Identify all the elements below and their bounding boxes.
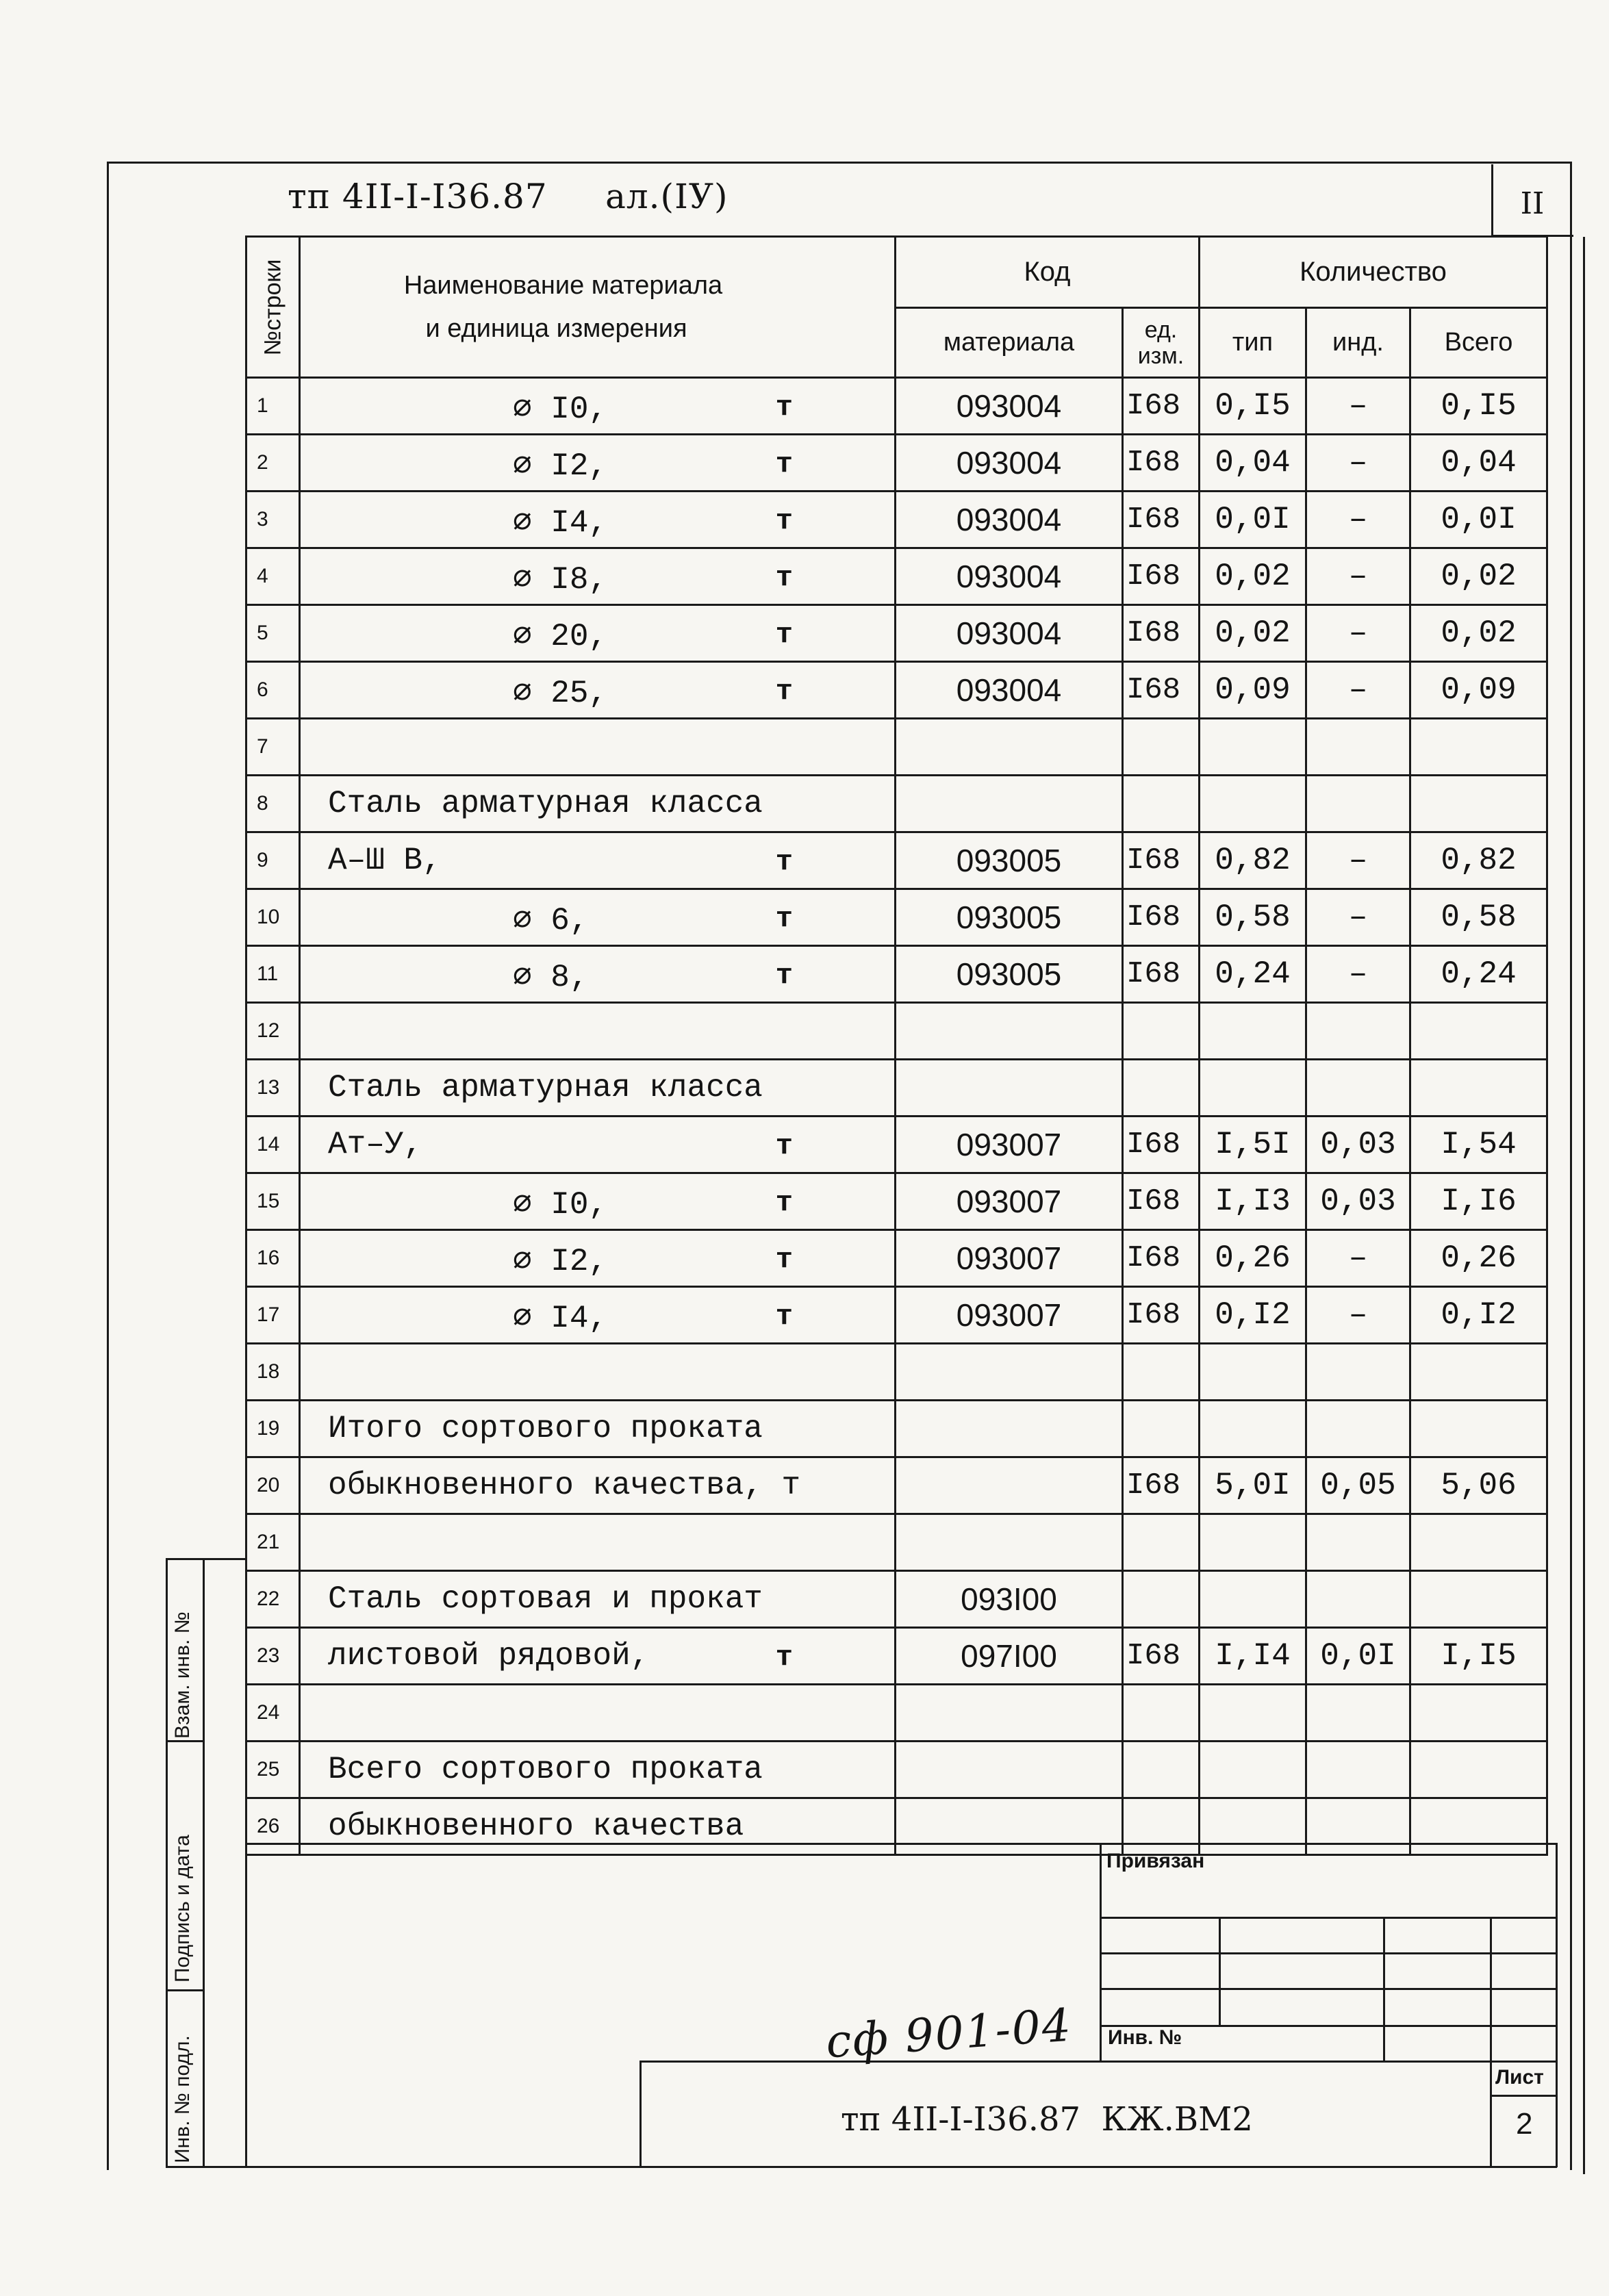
table-row xyxy=(246,1401,1547,1457)
material-name-cell xyxy=(300,1344,896,1401)
row-number: 6 xyxy=(246,662,300,719)
table-row xyxy=(246,1628,1547,1685)
unit-code: I68 xyxy=(1123,832,1200,889)
qty-typ xyxy=(1200,1060,1306,1117)
material-name-cell xyxy=(300,1628,896,1685)
unit-code: I68 xyxy=(1123,1230,1200,1287)
table-row xyxy=(246,832,1547,889)
qty-total: 0,02 xyxy=(1410,605,1547,662)
material-name-cell xyxy=(300,605,896,662)
material-code: 093I00 xyxy=(896,1571,1123,1628)
qty-total: I,I5 xyxy=(1410,1628,1547,1685)
material-name-cell xyxy=(300,1401,896,1457)
table-row xyxy=(246,605,1547,662)
margin-col-top xyxy=(166,1558,245,1560)
qty-typ: 0,0I xyxy=(1200,492,1306,548)
unit-code: I68 xyxy=(1123,946,1200,1003)
bound-block-col-3 xyxy=(1490,1917,1492,2062)
row-number: 19 xyxy=(246,1401,300,1457)
qty-ind: – xyxy=(1306,1287,1410,1344)
qty-ind xyxy=(1306,1798,1410,1855)
material-code: 093005 xyxy=(896,832,1123,889)
material-code xyxy=(896,1685,1123,1742)
material-name: ∅ 25, xyxy=(513,676,608,711)
material-name-cell xyxy=(300,1230,896,1287)
unit-code: I68 xyxy=(1123,1457,1200,1514)
unit-code: I68 xyxy=(1123,1173,1200,1230)
unit-code xyxy=(1123,776,1200,832)
table-row xyxy=(246,1344,1547,1401)
unit-symbol: т xyxy=(775,448,793,481)
material-code: 093007 xyxy=(896,1230,1123,1287)
material-name: обыкновенного качества xyxy=(328,1809,744,1844)
row-number: 10 xyxy=(246,889,300,946)
unit-symbol: т xyxy=(775,505,793,537)
row-number: 11 xyxy=(246,946,300,1003)
unit-code xyxy=(1123,1060,1200,1117)
material-name: ∅ I4, xyxy=(513,1301,608,1336)
table-row xyxy=(246,1060,1547,1117)
material-name: ∅ I2, xyxy=(513,448,608,484)
row-number: 8 xyxy=(246,776,300,832)
qty-ind xyxy=(1306,719,1410,776)
margin-col-line-1 xyxy=(166,1740,203,1742)
row-number: 12 xyxy=(246,1003,300,1060)
unit-code xyxy=(1123,1344,1200,1401)
sheet-cell-divider xyxy=(1490,2095,1557,2097)
material-code: 093007 xyxy=(896,1173,1123,1230)
material-name-cell xyxy=(300,1742,896,1798)
row-number: 4 xyxy=(246,548,300,605)
qty-total: 5,06 xyxy=(1410,1457,1547,1514)
unit-symbol: т xyxy=(775,1186,793,1219)
qty-typ: 0,58 xyxy=(1200,889,1306,946)
table-row xyxy=(246,1230,1547,1287)
qty-total: I,I6 xyxy=(1410,1173,1547,1230)
row-number: 14 xyxy=(246,1117,300,1173)
unit-symbol: т xyxy=(775,959,793,992)
qty-total xyxy=(1410,1685,1547,1742)
unit-symbol: т xyxy=(775,675,793,708)
qty-total: 0,I5 xyxy=(1410,378,1547,435)
material-name: обыкновенного качества, т xyxy=(328,1468,801,1503)
material-name-cell xyxy=(300,1514,896,1571)
sheet-label: Лист xyxy=(1495,2066,1544,2089)
sheet-number: 2 xyxy=(1516,2107,1533,2141)
table-row xyxy=(246,1003,1547,1060)
row-number: 25 xyxy=(246,1742,300,1798)
qty-total: 0,04 xyxy=(1410,435,1547,492)
material-name: А–Ш В, xyxy=(328,843,442,878)
row-number: 22 xyxy=(246,1571,300,1628)
qty-ind: – xyxy=(1306,435,1410,492)
material-name: ∅ 8, xyxy=(513,960,589,995)
stamp-left-line xyxy=(639,2061,642,2167)
qty-typ xyxy=(1200,1344,1306,1401)
row-number: 24 xyxy=(246,1685,300,1742)
material-code xyxy=(896,1798,1123,1855)
material-name: ∅ I0, xyxy=(513,1187,608,1223)
material-name: Всего сортового проката xyxy=(328,1752,763,1787)
unit-symbol: т xyxy=(775,1641,793,1674)
table-row xyxy=(246,1571,1547,1628)
row-number: 16 xyxy=(246,1230,300,1287)
qty-ind: – xyxy=(1306,492,1410,548)
unit-code xyxy=(1123,1003,1200,1060)
row-number: 1 xyxy=(246,378,300,435)
material-name-cell xyxy=(300,492,896,548)
unit-symbol: т xyxy=(775,561,793,594)
unit-code xyxy=(1123,1685,1200,1742)
qty-ind: – xyxy=(1306,946,1410,1003)
qty-typ xyxy=(1200,1798,1306,1855)
qty-total: I,54 xyxy=(1410,1117,1547,1173)
material-code: 093004 xyxy=(896,605,1123,662)
row-number: 17 xyxy=(246,1287,300,1344)
material-name-cell xyxy=(300,1798,896,1855)
qty-ind: – xyxy=(1306,548,1410,605)
qty-total xyxy=(1410,1344,1547,1401)
qty-total: 0,82 xyxy=(1410,832,1547,889)
qty-typ xyxy=(1200,1003,1306,1060)
footer-right-line xyxy=(1556,1843,1558,2167)
header-typ: тип xyxy=(1200,308,1306,378)
material-name-cell xyxy=(300,1287,896,1344)
qty-total xyxy=(1410,719,1547,776)
unit-code: I68 xyxy=(1123,378,1200,435)
qty-typ: I,I4 xyxy=(1200,1628,1306,1685)
qty-typ: 0,09 xyxy=(1200,662,1306,719)
header-code: Код xyxy=(896,237,1200,308)
table-bottom-line xyxy=(245,1843,1557,1845)
table-row xyxy=(246,1685,1547,1742)
unit-symbol: т xyxy=(775,902,793,935)
margin-replace-inv: Взам. инв. № xyxy=(171,1611,194,1739)
qty-total xyxy=(1410,1571,1547,1628)
material-name-cell xyxy=(300,832,896,889)
row-number: 5 xyxy=(246,605,300,662)
material-name-cell xyxy=(300,1117,896,1173)
qty-ind xyxy=(1306,1685,1410,1742)
table-row xyxy=(246,946,1547,1003)
qty-total xyxy=(1410,1742,1547,1798)
qty-ind xyxy=(1306,1003,1410,1060)
material-name: ∅ I8, xyxy=(513,562,608,598)
bound-block-col-1 xyxy=(1219,1917,1221,2025)
table-row xyxy=(246,1117,1547,1173)
table-row xyxy=(246,492,1547,548)
qty-typ xyxy=(1200,1401,1306,1457)
qty-ind xyxy=(1306,1514,1410,1571)
qty-ind: 0,03 xyxy=(1306,1173,1410,1230)
material-name-cell xyxy=(300,1457,896,1514)
material-code xyxy=(896,1742,1123,1798)
table-row xyxy=(246,1457,1547,1514)
row-number: 13 xyxy=(246,1060,300,1117)
unit-code: I68 xyxy=(1123,435,1200,492)
material-name-cell xyxy=(300,548,896,605)
qty-total xyxy=(1410,1798,1547,1855)
material-name-cell xyxy=(300,719,896,776)
bound-to-label: Привязан xyxy=(1106,1850,1205,1872)
qty-ind: – xyxy=(1306,1230,1410,1287)
unit-symbol: т xyxy=(775,618,793,651)
table-row xyxy=(246,776,1547,832)
unit-code: I68 xyxy=(1123,1117,1200,1173)
material-name: Ат–У, xyxy=(328,1127,423,1162)
unit-symbol: т xyxy=(775,1300,793,1333)
material-name: листовой рядовой, xyxy=(328,1638,650,1674)
material-name-cell xyxy=(300,1060,896,1117)
material-code xyxy=(896,1457,1123,1514)
qty-total xyxy=(1410,1003,1547,1060)
material-code: 093007 xyxy=(896,1287,1123,1344)
table-row xyxy=(246,662,1547,719)
row-number: 23 xyxy=(246,1628,300,1685)
material-name-cell xyxy=(300,662,896,719)
unit-symbol: т xyxy=(775,845,793,878)
document-header-title: тп 4II-I-I36.87 ал.(IУ) xyxy=(288,177,729,216)
row-number: 9 xyxy=(246,832,300,889)
margin-col-line-2 xyxy=(166,1989,203,1991)
material-code: 093005 xyxy=(896,946,1123,1003)
material-code xyxy=(896,1003,1123,1060)
qty-ind: 0,03 xyxy=(1306,1117,1410,1173)
qty-typ xyxy=(1200,719,1306,776)
material-code: 093007 xyxy=(896,1117,1123,1173)
bound-block-line-3 xyxy=(1100,1988,1557,1990)
qty-typ xyxy=(1200,776,1306,832)
qty-ind xyxy=(1306,1742,1410,1798)
bound-block-line-2 xyxy=(1100,1952,1557,1954)
table-row xyxy=(246,719,1547,776)
material-name-cell xyxy=(300,889,896,946)
material-name-cell xyxy=(300,435,896,492)
qty-total xyxy=(1410,1401,1547,1457)
material-code: 093004 xyxy=(896,378,1123,435)
unit-code: I68 xyxy=(1123,605,1200,662)
qty-total: 0,02 xyxy=(1410,548,1547,605)
qty-total: 0,0I xyxy=(1410,492,1547,548)
row-number: 18 xyxy=(246,1344,300,1401)
material-name: Сталь арматурная класса xyxy=(328,1070,763,1106)
material-spec-table xyxy=(245,235,1548,1856)
table-row xyxy=(246,1798,1547,1855)
row-number: 2 xyxy=(246,435,300,492)
qty-typ xyxy=(1200,1685,1306,1742)
material-code xyxy=(896,719,1123,776)
margin-sign-date: Подпись и дата xyxy=(171,1835,194,1982)
material-code xyxy=(896,776,1123,832)
qty-total: 0,I2 xyxy=(1410,1287,1547,1344)
qty-typ: 0,I5 xyxy=(1200,378,1306,435)
material-name-cell xyxy=(300,378,896,435)
table-row xyxy=(246,1742,1547,1798)
row-number: 26 xyxy=(246,1798,300,1855)
unit-code: I68 xyxy=(1123,1628,1200,1685)
material-code: 093004 xyxy=(896,435,1123,492)
unit-code: I68 xyxy=(1123,889,1200,946)
table-row xyxy=(246,378,1547,435)
qty-typ xyxy=(1200,1571,1306,1628)
footer-left-line xyxy=(245,1843,247,2167)
row-number: 20 xyxy=(246,1457,300,1514)
margin-col-bottom xyxy=(166,2166,245,2168)
qty-ind: – xyxy=(1306,662,1410,719)
qty-ind: – xyxy=(1306,832,1410,889)
unit-code xyxy=(1123,1514,1200,1571)
sheet-cell-left xyxy=(1490,2061,1492,2167)
material-name: ∅ 20, xyxy=(513,619,608,654)
material-code xyxy=(896,1401,1123,1457)
material-name-cell xyxy=(300,1173,896,1230)
material-code xyxy=(896,1344,1123,1401)
margin-inv-orig: Инв. № подл. xyxy=(171,2035,194,2163)
frame-right-double xyxy=(1583,237,1585,2174)
qty-typ xyxy=(1200,1742,1306,1798)
margin-col-mid xyxy=(203,1558,205,2167)
qty-typ: 0,24 xyxy=(1200,946,1306,1003)
table-row xyxy=(246,435,1547,492)
qty-ind: 0,05 xyxy=(1306,1457,1410,1514)
unit-symbol: т xyxy=(775,1130,793,1162)
row-number: 3 xyxy=(246,492,300,548)
qty-typ: 0,26 xyxy=(1200,1230,1306,1287)
material-name-cell xyxy=(300,1571,896,1628)
qty-typ: 0,02 xyxy=(1200,548,1306,605)
stamp-top-line xyxy=(639,2061,1557,2063)
material-code xyxy=(896,1060,1123,1117)
header-sheet-number: II xyxy=(1520,186,1545,221)
qty-total: 0,58 xyxy=(1410,889,1547,946)
qty-typ: 0,I2 xyxy=(1200,1287,1306,1344)
material-code: 097I00 xyxy=(896,1628,1123,1685)
qty-typ: 0,82 xyxy=(1200,832,1306,889)
unit-code xyxy=(1123,1798,1200,1855)
unit-symbol: т xyxy=(775,391,793,424)
material-code: 093005 xyxy=(896,889,1123,946)
material-name: ∅ I0, xyxy=(513,392,608,427)
qty-typ: I,I3 xyxy=(1200,1173,1306,1230)
qty-total xyxy=(1410,776,1547,832)
table-row xyxy=(246,1514,1547,1571)
row-number: 21 xyxy=(246,1514,300,1571)
table-row xyxy=(246,1173,1547,1230)
document-code: тп 4II-I-I36.87 КЖ.ВМ2 xyxy=(841,2100,1253,2139)
material-code: 093004 xyxy=(896,548,1123,605)
header-ind: инд. xyxy=(1306,308,1410,378)
table-row xyxy=(246,548,1547,605)
unit-code: I68 xyxy=(1123,662,1200,719)
qty-typ: 0,04 xyxy=(1200,435,1306,492)
qty-ind xyxy=(1306,1344,1410,1401)
material-name: ∅ I2, xyxy=(513,1244,608,1279)
header-quantity: Количество xyxy=(1200,237,1547,308)
header-material-name: Наименование материала и единица измерения xyxy=(300,237,896,378)
qty-total: 0,26 xyxy=(1410,1230,1547,1287)
table-row xyxy=(246,889,1547,946)
qty-typ: I,5I xyxy=(1200,1117,1306,1173)
qty-typ: 0,02 xyxy=(1200,605,1306,662)
material-name: ∅ I4, xyxy=(513,505,608,541)
unit-code: I68 xyxy=(1123,548,1200,605)
qty-total xyxy=(1410,1060,1547,1117)
qty-typ xyxy=(1200,1514,1306,1571)
unit-code xyxy=(1123,1742,1200,1798)
header-unit: ед. изм. xyxy=(1123,308,1200,378)
row-number: 15 xyxy=(246,1173,300,1230)
material-name-cell xyxy=(300,776,896,832)
qty-ind: 0,0I xyxy=(1306,1628,1410,1685)
header-material-code: материала xyxy=(896,308,1123,378)
unit-code: I68 xyxy=(1123,1287,1200,1344)
bound-block-line-1 xyxy=(1100,1917,1557,1919)
qty-total: 0,24 xyxy=(1410,946,1547,1003)
qty-ind xyxy=(1306,1060,1410,1117)
material-code: 093004 xyxy=(896,492,1123,548)
material-name-cell xyxy=(300,1685,896,1742)
qty-total: 0,09 xyxy=(1410,662,1547,719)
material-code: 093004 xyxy=(896,662,1123,719)
qty-ind: – xyxy=(1306,378,1410,435)
qty-total xyxy=(1410,1514,1547,1571)
handwritten-annotation: сф 901-04 xyxy=(824,1998,1074,2069)
bound-block-col-2 xyxy=(1383,1917,1385,2062)
qty-typ: 5,0I xyxy=(1200,1457,1306,1514)
unit-symbol: т xyxy=(775,1243,793,1276)
table-row xyxy=(246,1287,1547,1344)
material-code xyxy=(896,1514,1123,1571)
material-name-cell xyxy=(300,1003,896,1060)
material-name: Итого сортового проката xyxy=(328,1411,763,1446)
material-name: ∅ 6, xyxy=(513,903,589,939)
margin-col-left xyxy=(166,1558,168,2167)
qty-ind xyxy=(1306,1401,1410,1457)
unit-code xyxy=(1123,1401,1200,1457)
material-name: Сталь сортовая и прокат xyxy=(328,1581,763,1617)
unit-code: I68 xyxy=(1123,492,1200,548)
inv-no-label: Инв. № xyxy=(1108,2026,1182,2049)
unit-code xyxy=(1123,719,1200,776)
qty-ind xyxy=(1306,776,1410,832)
qty-ind: – xyxy=(1306,889,1410,946)
row-number: 7 xyxy=(246,719,300,776)
qty-ind xyxy=(1306,1571,1410,1628)
qty-ind: – xyxy=(1306,605,1410,662)
header-row-no: №строки xyxy=(246,237,300,378)
material-name: Сталь арматурная класса xyxy=(328,786,763,821)
material-name-cell xyxy=(300,946,896,1003)
footer-bottom-line xyxy=(245,2166,1557,2168)
header-total: Всего xyxy=(1410,308,1547,378)
unit-code xyxy=(1123,1571,1200,1628)
